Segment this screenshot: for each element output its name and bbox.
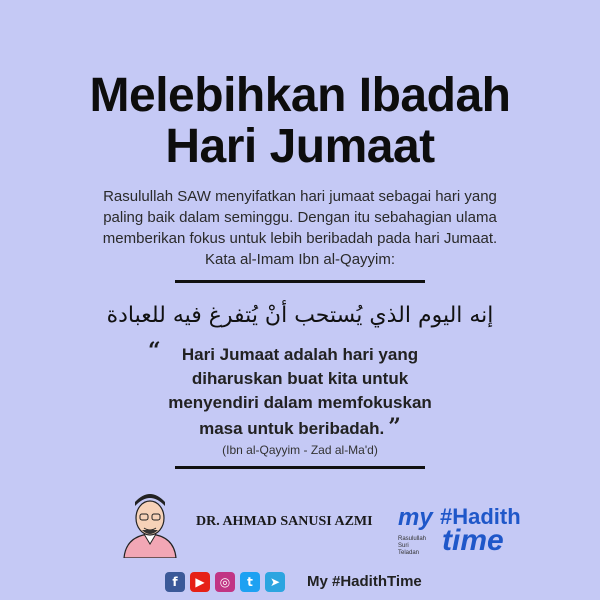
logo-tagline-2: Suri [398,543,409,549]
divider-top [175,280,425,283]
title-line-1: Melebihkan Ibadah [89,69,511,122]
page-title [0,70,600,172]
citation: (Ibn al-Qayyim - Zad al-Ma'd) [222,443,378,457]
intro-line-3: memberikan fokus untuk lebih beribadah pada hari Jumaat. [102,230,498,247]
quote-line-1: Hari Jumaat adalah hari yang [181,345,419,364]
logo-time: time [442,524,504,557]
close-quote-mark: ” [388,414,401,440]
logo-tagline [398,536,438,557]
intro-line-4: Kata al-Imam Ibn al-Qayyim: [204,251,396,268]
twitter-icon[interactable]: t [240,572,260,592]
youtube-icon[interactable]: ▶ [190,572,210,592]
logo-hashtag: #Hadith [440,504,521,529]
open-quote-mark: “ [148,338,161,364]
intro-line-2: paling baik dalam seminggu. Dengan itu sebahagian ulama [103,209,497,226]
quote-line-2: diharuskan buat kita untuk [191,369,409,388]
facebook-icon[interactable]: f [165,572,185,592]
intro-paragraph [60,186,540,270]
logo-my: my [398,504,433,531]
quote-line-3: menyendiri dalam memfokuskan [168,393,432,412]
divider-bottom [175,466,425,469]
arabic-quote: إنه اليوم الذي يُستحب أنْ يُتفرغ فيه للعبادة [106,303,494,328]
quote-line-4-wrap [145,415,455,441]
logo-tagline-3: Teladan [398,550,420,556]
logo-tagline-1: Rasulullah [398,536,427,542]
author-name: DR. AHMAD SANUSI AZMI [196,514,373,529]
social-handle: My #HadithTime [307,573,422,590]
instagram-icon[interactable]: ◎ [215,572,235,592]
quote-block [145,343,455,441]
title-line-2: Hari Jumaat [165,120,435,173]
telegram-icon[interactable]: ➤ [265,572,285,592]
intro-line-1: Rasulullah SAW menyifatkan hari jumaat sebagai hari yang [103,188,497,205]
social-links [165,572,285,592]
my-hadith-time-logo [398,502,523,562]
author-avatar [118,486,182,558]
quote-line-4: masa untuk beribadah. [199,419,385,438]
